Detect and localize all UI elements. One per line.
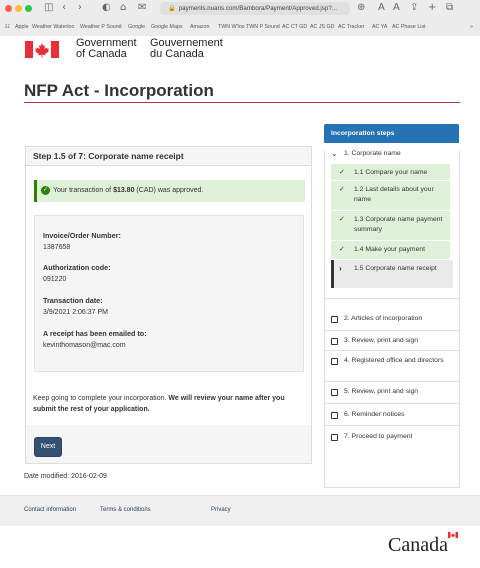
- check-icon: ✓: [339, 186, 345, 193]
- alert-text: [53, 187, 203, 194]
- step-3[interactable]: 3. Review, print and sign: [344, 337, 419, 344]
- bookmark-item[interactable]: TWN P Sound: [246, 24, 280, 30]
- keep-going-plain: Keep going to complete your incorporation.: [33, 395, 169, 402]
- step-heading: Step 1.5 of 7: Corporate name receipt: [33, 151, 184, 161]
- step-1-2[interactable]: [331, 181, 450, 210]
- divider: [324, 298, 459, 299]
- mail-icon[interactable]: ✉: [138, 2, 147, 13]
- step-1-1[interactable]: [331, 164, 450, 180]
- step-1-5-label: 1.5 Corporate name receipt: [354, 265, 437, 272]
- bookmark-item[interactable]: Google: [128, 24, 146, 30]
- zoom-window-button[interactable]: [25, 5, 32, 12]
- text-larger-icon[interactable]: A: [393, 2, 400, 13]
- gov-en-line1: Government: [76, 37, 137, 49]
- alert-prefix: Your transaction of: [53, 187, 114, 194]
- bookmark-item[interactable]: AC Phase List: [392, 24, 426, 30]
- bookmark-item[interactable]: Amazon: [190, 24, 210, 30]
- check-icon: ✓: [339, 246, 345, 253]
- chevron-right-icon: ›: [339, 264, 342, 273]
- step-4[interactable]: 4. Registered office and directors: [344, 357, 444, 364]
- invoice-value: 1387658: [43, 244, 71, 251]
- step-5-checkbox: [331, 389, 338, 396]
- step-4-checkbox: [331, 358, 338, 365]
- url-text: payments.nuans.com/Bambora/Payment/Approved.jsp?...: [178, 5, 337, 12]
- panel-footer: [25, 425, 312, 464]
- government-of-canada-en[interactable]: [76, 38, 137, 60]
- gov-fr-line2: du Canada: [150, 48, 204, 60]
- check-circle-icon: ✓: [42, 187, 49, 193]
- panel-header: [26, 147, 311, 166]
- step-2-checkbox: [331, 316, 338, 323]
- transaction-details: [34, 215, 304, 372]
- lock-icon: 🔒: [168, 5, 176, 12]
- keep-going-text: [33, 393, 308, 415]
- steps-header: [324, 124, 459, 143]
- terms-link[interactable]: Terms & conditions: [100, 507, 151, 513]
- alert-suffix: (CAD) was approved.: [134, 187, 204, 194]
- receipt-email-value: kevinthomason@mac.com: [43, 342, 126, 349]
- step-7-checkbox: [331, 434, 338, 441]
- step-2[interactable]: 2. Articles of incorporation: [344, 315, 423, 322]
- sidebar-toggle-icon[interactable]: ◫: [44, 2, 54, 13]
- alert-amount: $13.80: [113, 187, 135, 194]
- receipt-email-label: A receipt has been emailed to:: [43, 329, 147, 338]
- transaction-date-label: Transaction date:: [43, 296, 103, 305]
- address-bar[interactable]: [160, 2, 350, 15]
- contact-link[interactable]: Contact information: [24, 507, 77, 513]
- step-6-checkbox: [331, 412, 338, 419]
- success-alert: [34, 180, 305, 202]
- forward-icon[interactable]: ›: [78, 2, 82, 13]
- bookmark-item[interactable]: Google Maps: [151, 24, 183, 30]
- new-tab-icon[interactable]: +: [428, 2, 437, 13]
- step-3-checkbox: [331, 338, 338, 345]
- minimize-window-button[interactable]: [15, 5, 22, 12]
- step-1-4-label: 1.4 Make your payment: [354, 246, 426, 253]
- receipt-panel: [25, 146, 312, 426]
- page-title: NFP Act - Incorporation: [24, 81, 214, 100]
- check-icon: ✓: [339, 216, 345, 223]
- wordmark-text: Canada: [388, 534, 448, 556]
- step-1-3-label: 1.3 Corporate name payment summary: [354, 216, 443, 233]
- check-icon: ✓: [339, 169, 345, 176]
- bookmark-item[interactable]: TWN W'loo: [218, 24, 245, 30]
- auth-code-label: Authorization code:: [43, 263, 111, 272]
- bookmark-item[interactable]: AC YA: [372, 24, 388, 30]
- government-of-canada-fr[interactable]: [150, 38, 223, 60]
- gov-fr-line1: Gouvernement: [150, 37, 223, 49]
- bookmark-item[interactable]: Weather Waterloo: [32, 24, 75, 30]
- auth-code-value: 091220: [43, 276, 67, 283]
- close-window-button[interactable]: [5, 5, 12, 12]
- page: [0, 36, 480, 568]
- divider: [324, 425, 459, 426]
- canada-wordmark: [388, 534, 448, 557]
- back-icon[interactable]: ‹: [62, 2, 66, 13]
- step-6[interactable]: 6. Reminder notices: [344, 411, 405, 418]
- home-icon[interactable]: ⌂: [120, 2, 127, 13]
- divider: [324, 403, 459, 404]
- step-1-corporate-name[interactable]: 1. Corporate name: [344, 150, 401, 157]
- bookmarks-bar: [0, 21, 480, 34]
- bookmarks-overflow-icon[interactable]: »: [470, 24, 473, 30]
- step-1-3[interactable]: [331, 211, 450, 240]
- divider: [324, 381, 459, 382]
- browser-toolbar: [0, 0, 480, 37]
- transaction-date-value: 3/9/2021 2:06:37 PM: [43, 309, 108, 316]
- bookmark-item[interactable]: Apple: [15, 24, 29, 30]
- bookmark-item[interactable]: AC JS GD: [310, 24, 335, 30]
- title-rule: [24, 102, 460, 103]
- steps-heading: Incorporation steps: [331, 130, 395, 137]
- keep-going-bold: We will review your name after you submit the rest of your application.: [33, 395, 285, 413]
- bookmarks-icon[interactable]: ☷: [5, 24, 10, 30]
- step-5[interactable]: 5. Review, print and sign: [344, 388, 419, 395]
- site-footer: [0, 495, 480, 526]
- privacy-link[interactable]: Privacy: [211, 507, 231, 513]
- step-7[interactable]: 7. Proceed to payment: [344, 433, 413, 440]
- step-1-4[interactable]: [331, 241, 450, 259]
- canada-flag-icon: [25, 41, 59, 58]
- tabs-overview-icon[interactable]: ⧉: [446, 2, 454, 13]
- download-icon[interactable]: ⊕: [357, 2, 366, 13]
- bookmark-item[interactable]: AC Tracker: [338, 24, 365, 30]
- divider: [324, 350, 459, 351]
- text-smaller-icon[interactable]: A: [378, 2, 385, 13]
- share-icon[interactable]: ⇪: [410, 2, 419, 13]
- divider: [324, 330, 459, 331]
- step-1-1-label: 1.1 Compare your name: [354, 169, 428, 176]
- chevron-down-icon: ⌄: [331, 149, 338, 158]
- next-button[interactable]: Next: [34, 437, 62, 457]
- invoice-label: Invoice/Order Number:: [43, 231, 121, 240]
- gov-en-line2: of Canada: [76, 48, 127, 60]
- bookmark-item[interactable]: Weather P Sound: [80, 24, 122, 30]
- wordmark-flag-icon: [448, 532, 458, 538]
- shield-icon[interactable]: ◐: [102, 2, 111, 13]
- date-modified: Date modified: 2016-02-09: [24, 473, 107, 480]
- step-1-2-label: 1.2 Last details about your name: [354, 186, 434, 203]
- step-1-5-current[interactable]: [331, 260, 453, 288]
- bookmark-item[interactable]: AC CT GD: [282, 24, 308, 30]
